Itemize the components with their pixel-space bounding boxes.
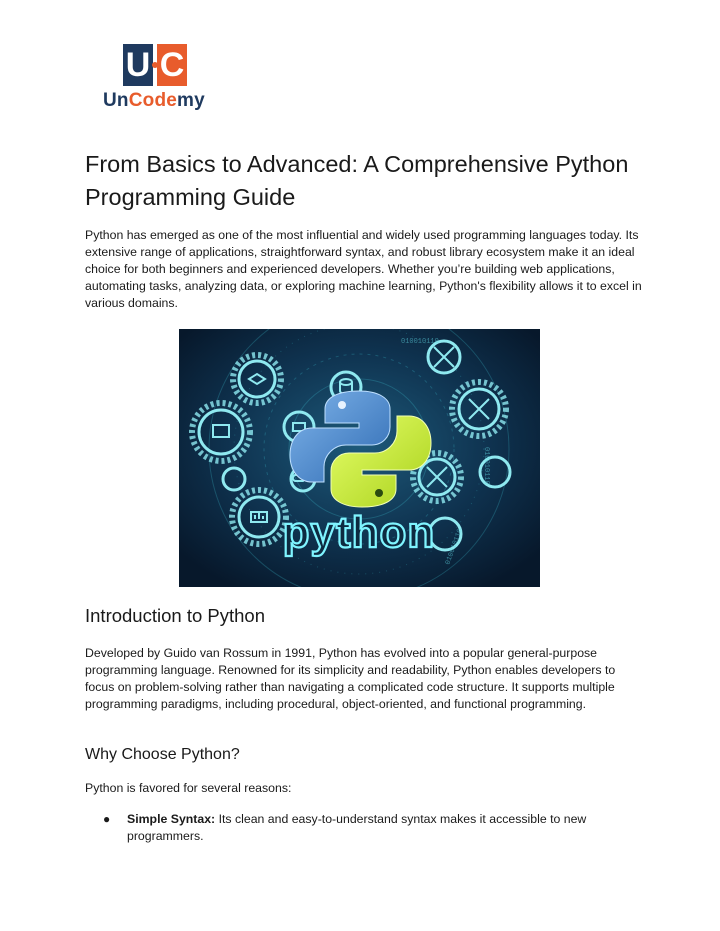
list-item xyxy=(103,811,633,845)
section-heading-why-python: Why Choose Python? xyxy=(85,746,240,763)
uncodemy-logo xyxy=(103,44,213,116)
reasons-list xyxy=(103,811,633,845)
logo-word-un: Un xyxy=(103,90,129,111)
logo-word-code: Code xyxy=(128,90,178,111)
python-wordmark: python xyxy=(282,508,436,557)
list-item-label: Simple Syntax: xyxy=(127,812,216,826)
binary-text-1: 010010110 xyxy=(401,338,439,346)
section-introduction-paragraph: Developed by Guido van Rossum in 1991, Python has evolved into a popular general-purpose programming language. Renowned for its simplicity and readability, Python enables developers to focus on problem-solving rather than navigating a complicated code structure. It supports multiple programming paradigms, including procedural, object-oriented, and functional programming. xyxy=(85,646,616,711)
intro-paragraph: Python has emerged as one of the most influential and widely used programming languages today. Its extensive range of applications, straightforward syntax, and robust library ecosystem make it an ideal choice for both beginners and experienced developers. Whether you’re building web applications, automating tasks, analyzing data, or exploring machine learning, Python's flexibility allows it to excel in various domains. xyxy=(85,228,642,310)
logo-letter-u: U xyxy=(123,44,153,86)
list-item-text: Its clean and easy-to-understand syntax makes it accessible to new programmers. xyxy=(127,812,587,843)
logo-word-my: my xyxy=(177,90,205,111)
hero-illustration xyxy=(179,329,540,587)
logo-mark xyxy=(123,44,189,86)
binary-text-3: 010010110 xyxy=(444,527,465,567)
page-title: From Basics to Advanced: A Comprehensive Python Programming Guide xyxy=(85,151,629,210)
python-hero-image xyxy=(179,329,540,587)
logo-dot xyxy=(152,62,158,68)
section-why-python-paragraph: Python is favored for several reasons: xyxy=(85,781,292,795)
logo-letter-c: C xyxy=(157,44,187,86)
bullet-dot-icon: ● xyxy=(103,812,111,826)
binary-text-2: 010010110 xyxy=(482,447,490,485)
section-heading-introduction: Introduction to Python xyxy=(85,605,265,626)
logo-wordmark xyxy=(103,90,205,112)
